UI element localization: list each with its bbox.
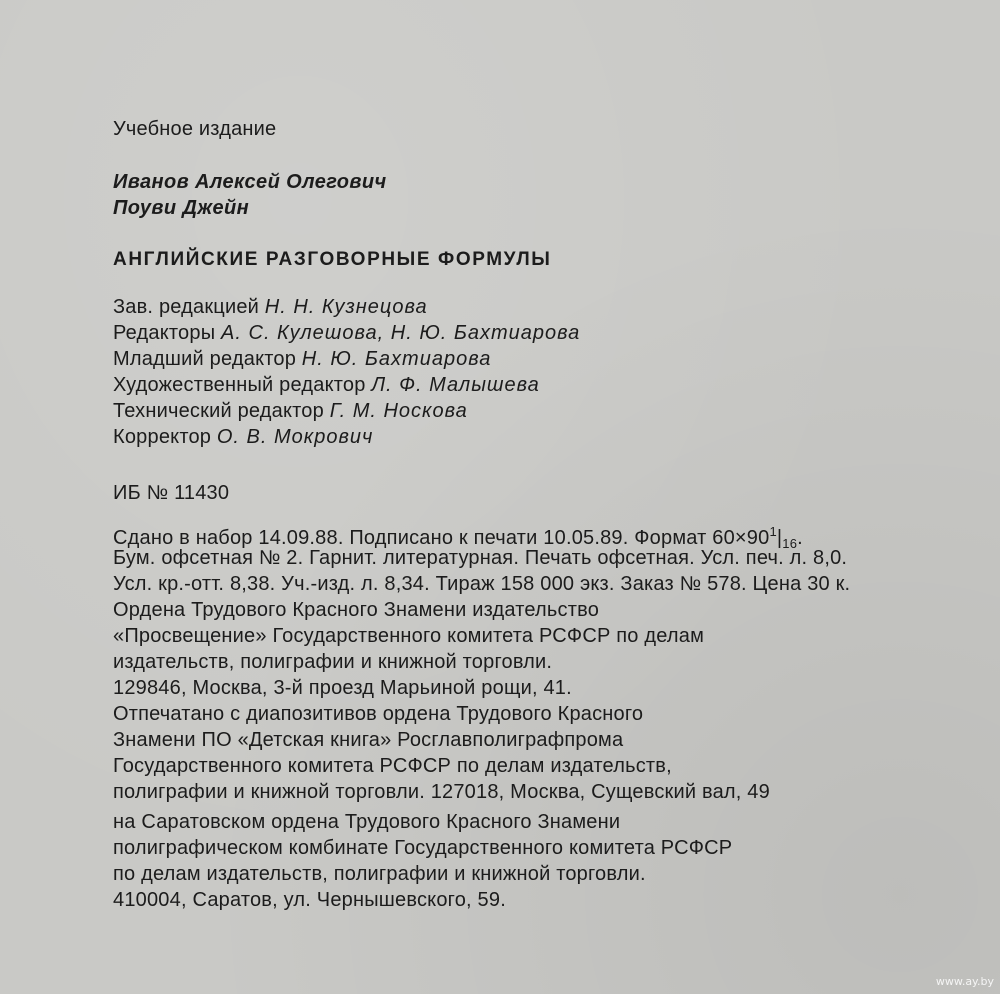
- imprint-line: полиграфическом комбинате Государственного комитета РСФСР: [113, 837, 733, 859]
- imprint-line: Бум. офсетная № 2. Гарнит. литературная. Печать офсетная. Усл. печ. л. 8,0.: [113, 547, 848, 569]
- staff-role: Зав. редакцией: [113, 296, 260, 318]
- author-2: Поуви Джейн: [113, 197, 250, 219]
- staff-name: Л. Ф. Малышева: [371, 374, 540, 396]
- imprint-line: 410004, Саратов, ул. Чернышевского, 59.: [113, 889, 506, 911]
- imprint-line: на Саратовском ордена Трудового Красного Знамени: [113, 811, 621, 833]
- staff-line: [113, 373, 540, 397]
- imprint-line: Знамени ПО «Детская книга» Росглавполиграфпрома: [113, 729, 624, 751]
- staff-name: А. С. Кулешова, Н. Ю. Бахтиарова: [221, 322, 581, 344]
- format-separator: |: [776, 527, 783, 549]
- staff-role: Художественный редактор: [113, 374, 366, 396]
- staff-role: Корректор: [113, 426, 212, 448]
- ib-number: ИБ № 11430: [113, 482, 230, 504]
- staff-name: Н. Ю. Бахтиарова: [301, 348, 492, 370]
- format-superscript: 1: [769, 524, 777, 539]
- staff-line: [113, 425, 373, 449]
- imprint-line: Усл. кр.-отт. 8,38. Уч.-изд. л. 8,34. Тираж 158 000 экз. Заказ № 578. Цена 30 к.: [113, 573, 851, 595]
- imprint-line-text: Сдано в набор 14.09.88. Подписано к печати 10.05.89. Формат 60×90: [113, 527, 770, 549]
- imprint-line: издательств, полиграфии и книжной торговли.: [113, 651, 553, 673]
- imprint-line: Государственного комитета РСФСР по делам издательств,: [113, 755, 672, 777]
- author-1: Иванов Алексей Олегович: [113, 171, 387, 193]
- staff-name: Г. М. Носкова: [329, 400, 468, 422]
- staff-role: Редакторы: [113, 322, 216, 344]
- imprint-line: полиграфии и книжной торговли. 127018, Москва, Сущевский вал, 49: [113, 781, 770, 803]
- imprint-line: Отпечатано с диапозитивов ордена Трудового Красного: [113, 703, 644, 725]
- staff-role: Технический редактор: [113, 400, 324, 422]
- format-period: .: [797, 527, 803, 549]
- staff-line: [113, 399, 468, 423]
- book-title: АНГЛИЙСКИЕ РАЗГОВОРНЫЕ ФОРМУЛЫ: [113, 249, 552, 270]
- staff-line: [113, 321, 580, 345]
- staff-name: Н. Н. Кузнецова: [264, 296, 428, 318]
- staff-line: [113, 347, 491, 371]
- watermark: www.ay.by: [935, 975, 994, 988]
- format-subscript: 16: [782, 536, 798, 551]
- edition-type: Учебное издание: [113, 118, 277, 140]
- staff-line: [113, 295, 428, 319]
- staff-role: Младший редактор: [113, 348, 297, 370]
- staff-name: О. В. Мокрович: [216, 426, 374, 448]
- imprint-line: Ордена Трудового Красного Знамени издательство: [113, 599, 600, 621]
- imprint-line: по делам издательств, полиграфии и книжной торговли.: [113, 863, 646, 885]
- imprint-line: «Просвещение» Государственного комитета РСФСР по делам: [113, 625, 705, 647]
- imprint-line: 129846, Москва, 3-й проезд Марьиной рощи, 41.: [113, 677, 572, 699]
